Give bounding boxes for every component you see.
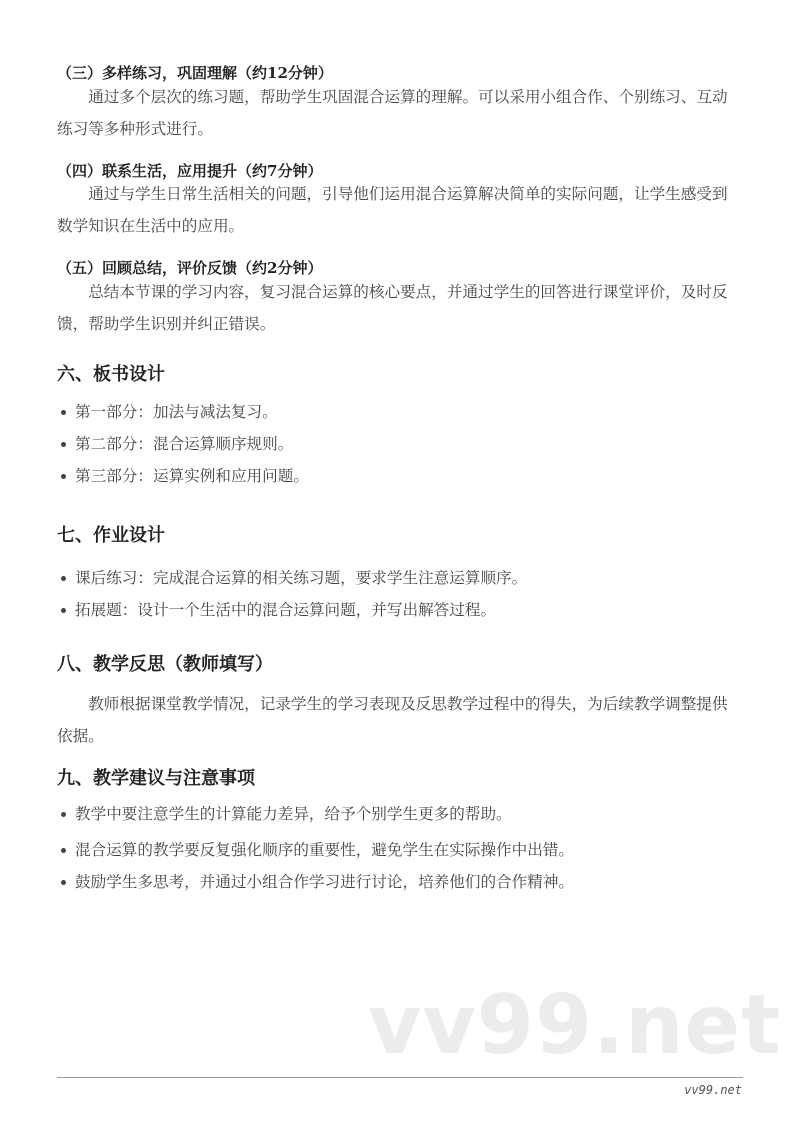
- advice-list: [57, 798, 743, 898]
- paragraph-application: 通过与学生日常生活相关的问题，引导他们运用混合运算解决简单的实际问题，让学生感受到数学知识在生活中的应用。: [57, 185, 728, 235]
- list-item: 鼓励学生多思考，并通过小组合作学习进行讨论，培养他们的合作精神。: [57, 866, 743, 898]
- subheading-application: （四）联系生活，应用提升（约7分钟）: [57, 162, 323, 180]
- footer-site-label: vv99.net: [684, 1083, 742, 1097]
- footer-divider: [57, 1077, 743, 1078]
- heading-advice: 九、教学建议与注意事项: [57, 768, 255, 789]
- list-item: 课后练习：完成混合运算的相关练习题，要求学生注意运算顺序。: [57, 562, 743, 594]
- subheading-summary: （五）回顾总结，评价反馈（约2分钟）: [57, 259, 323, 277]
- homework-list: [57, 562, 743, 626]
- heading-board-design: 六、板书设计: [57, 364, 165, 385]
- heading-reflection: 八、教学反思（教师填写）: [57, 654, 273, 675]
- list-item: 拓展题：设计一个生活中的混合运算问题，并写出解答过程。: [57, 594, 743, 626]
- list-item: 第一部分：加法与减法复习。: [57, 396, 743, 428]
- heading-homework: 七、作业设计: [57, 525, 165, 546]
- board-design-list: [57, 396, 743, 492]
- paragraph-summary: 总结本节课的学习内容，复习混合运算的核心要点，并通过学生的回答进行课堂评价，及时反馈，帮助学生识别并纠正错误。: [57, 283, 728, 333]
- list-item: 第三部分：运算实例和应用问题。: [57, 460, 743, 492]
- list-item: 第二部分：混合运算顺序规则。: [57, 428, 743, 460]
- list-item: 混合运算的教学要反复强化顺序的重要性，避免学生在实际操作中出错。: [57, 834, 743, 866]
- watermark: vv99.net: [368, 978, 782, 1073]
- list-item: 教学中要注意学生的计算能力差异，给予个别学生更多的帮助。: [57, 798, 743, 830]
- paragraph-reflection: 教师根据课堂教学情况，记录学生的学习表现及反思教学过程中的得失，为后续教学调整提供依据。: [57, 695, 728, 745]
- paragraph-practice: 通过多个层次的练习题，帮助学生巩固混合运算的理解。可以采用小组合作、个别练习、互动练习等多种形式进行。: [57, 88, 728, 138]
- subheading-practice: （三）多样练习，巩固理解（约12分钟）: [57, 64, 333, 82]
